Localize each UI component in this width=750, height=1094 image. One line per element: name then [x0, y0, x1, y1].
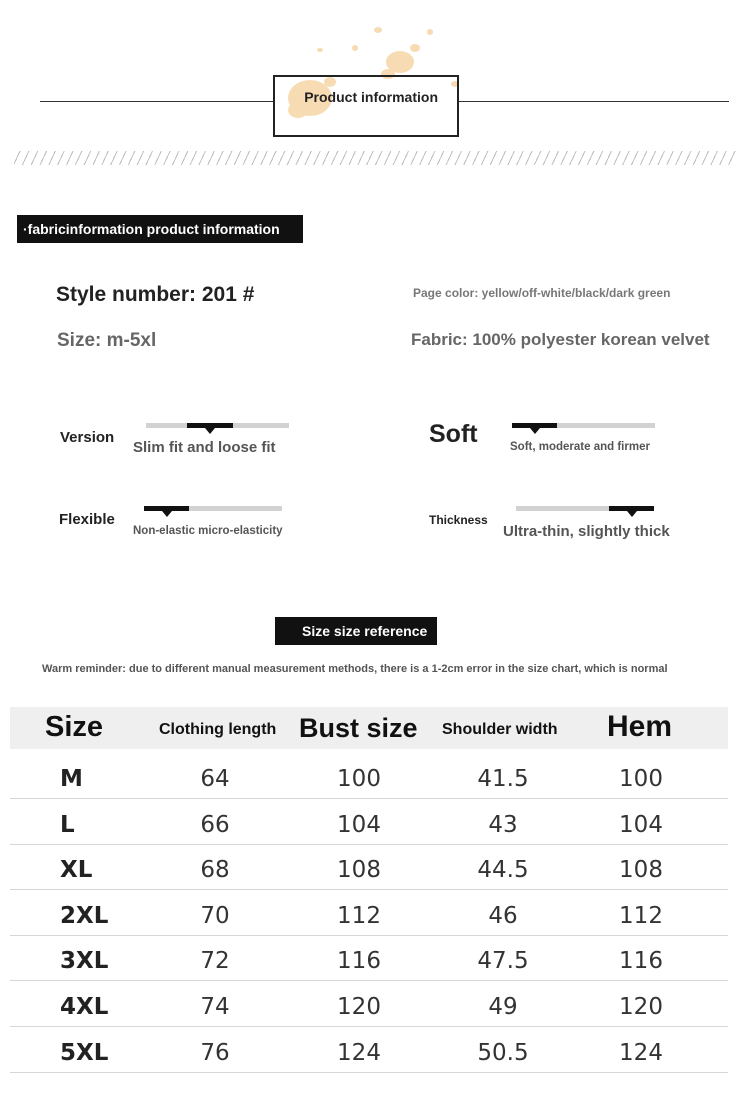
attr-version-desc: Slim fit and loose fit [133, 439, 276, 456]
table-cell: 124 [337, 1039, 381, 1066]
title-frame [273, 75, 459, 137]
row-divider [10, 844, 728, 845]
size-cell: 3XL [60, 948, 109, 975]
table-cell: 108 [337, 857, 381, 884]
col-header-bust: Bust size [299, 713, 418, 743]
table-cell: 76 [200, 1039, 230, 1066]
size-cell: 5XL [60, 1039, 109, 1066]
table-cell: 47.5 [477, 948, 529, 975]
soft-marker [512, 423, 557, 428]
row-divider [10, 889, 728, 890]
table-cell: 66 [200, 811, 230, 838]
row-divider [10, 980, 728, 981]
table-cell: 108 [619, 857, 663, 884]
col-header-size: Size [45, 711, 104, 743]
table-cell: 43 [488, 811, 518, 838]
soft-scale [512, 423, 655, 428]
table-cell: 112 [619, 902, 663, 929]
size-range: Size: m-5xl [57, 330, 157, 351]
slash-divider [14, 151, 736, 165]
attr-thickness-name: Thickness [429, 513, 488, 527]
row-divider [10, 1072, 728, 1073]
page-title: Product information [304, 89, 438, 105]
flexible-scale [144, 506, 282, 511]
size-cell: XL [60, 857, 93, 884]
row-divider [10, 798, 728, 799]
table-cell: 50.5 [477, 1039, 529, 1066]
table-cell: 116 [337, 948, 381, 975]
attr-flexible-name: Flexible [59, 511, 115, 528]
table-cell: 74 [200, 994, 230, 1020]
attr-thickness-desc: Ultra-thin, slightly thick [503, 523, 670, 540]
thickness-scale [516, 506, 654, 511]
table-cell: 120 [337, 994, 381, 1020]
table-cell: 64 [200, 766, 230, 792]
col-header-length: Clothing length [159, 721, 277, 738]
size-reference-tag: Size size reference [275, 617, 437, 645]
table-cell: 49 [488, 994, 518, 1020]
table-cell: 46 [488, 902, 518, 929]
header-rule-left [40, 101, 273, 102]
size-reminder: Warm reminder: due to different manual measurement methods, there is a 1-2cm error in the size chart, which is normal [42, 663, 668, 675]
version-scale [146, 423, 289, 428]
row-divider [10, 1026, 728, 1027]
style-number: Style number: 201 # [56, 283, 255, 306]
table-cell: 124 [619, 1039, 663, 1066]
size-cell: L [60, 811, 75, 838]
header-rule-right [459, 101, 729, 102]
attr-soft-desc: Soft, moderate and firmer [510, 441, 650, 453]
page-color: Page color: yellow/off-white/black/dark green [413, 286, 671, 300]
size-cell: M [60, 766, 83, 792]
table-cell: 104 [619, 811, 663, 838]
version-marker [187, 423, 233, 428]
table-cell: 44.5 [477, 857, 529, 884]
fabric-info-tag: ·fabricinformation product information [17, 215, 303, 243]
table-cell: 41.5 [477, 766, 529, 792]
table-cell: 104 [337, 811, 381, 838]
attr-soft-name: Soft [429, 420, 478, 448]
attr-version-name: Version [60, 429, 115, 446]
row-divider [10, 935, 728, 936]
thickness-marker [609, 506, 654, 511]
table-cell: 70 [200, 902, 230, 929]
flexible-marker [144, 506, 189, 511]
size-cell: 2XL [60, 902, 109, 929]
table-cell: 112 [337, 902, 381, 929]
fabric-composition: Fabric: 100% polyester korean velvet [411, 330, 710, 349]
col-header-shoulder: Shoulder width [442, 721, 558, 738]
table-cell: 100 [337, 766, 381, 792]
table-cell: 72 [200, 948, 230, 975]
size-cell: 4XL [60, 994, 109, 1020]
table-cell: 116 [619, 948, 663, 975]
table-cell: 100 [619, 766, 663, 792]
attr-flexible-desc: Non-elastic micro-elasticity [133, 525, 283, 537]
table-cell: 120 [619, 994, 663, 1020]
table-cell: 68 [200, 857, 230, 884]
col-header-hem: Hem [607, 710, 673, 743]
